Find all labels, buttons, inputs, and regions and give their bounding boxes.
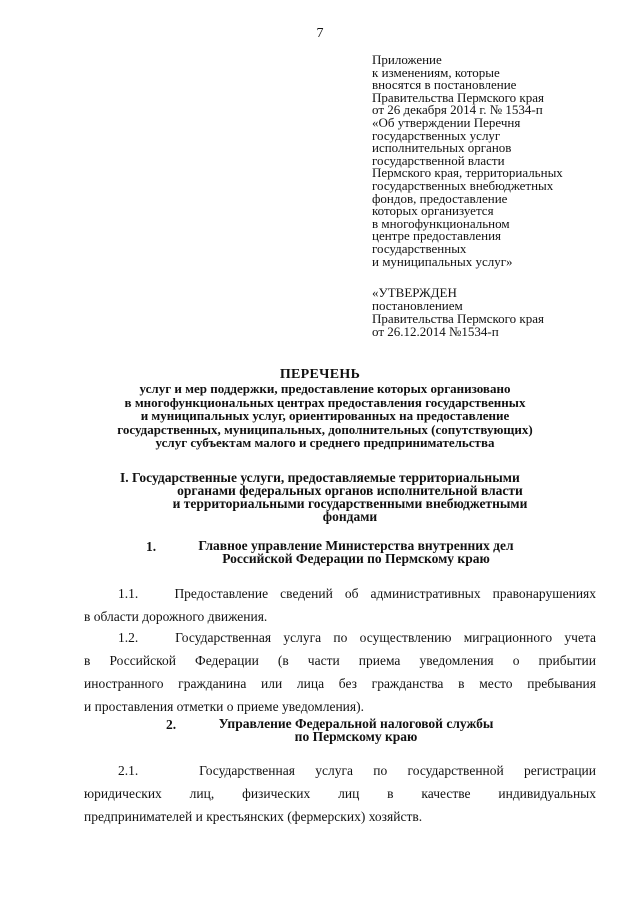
appendix-line: государственных внебюджетных xyxy=(372,177,554,193)
subtitle-line: в многофункциональных центрах предоставления государственных xyxy=(124,394,526,410)
item-text: Предоставление сведений об административных правонарушениях xyxy=(174,586,597,601)
item-text: и проставления отметки о приеме уведомления). xyxy=(84,699,364,714)
appendix-line: Правительства Пермского края xyxy=(372,89,544,105)
appendix-line: Пермского края, территориальных xyxy=(372,165,563,181)
appendix-header xyxy=(372,54,632,268)
appendix-line: к изменениям, которые xyxy=(372,64,500,80)
item-text: в Российской Федерации (в части приема уведомления о прибытии xyxy=(84,653,596,668)
appendix-line: вносятся в постановление xyxy=(372,77,517,93)
agency-heading-line: по Пермскому краю xyxy=(294,729,418,744)
item-text: Государственная услуга по государственной регистрации xyxy=(199,763,596,778)
agency-number-1: 1. xyxy=(146,539,157,554)
appendix-line: фондов, предоставление xyxy=(372,190,508,206)
approval-line: от 26.12.2014 №1534-п xyxy=(372,324,499,339)
approval-line: постановлением xyxy=(372,298,463,313)
appendix-line: государственных услуг xyxy=(372,127,501,143)
appendix-line: государственных xyxy=(372,240,467,256)
appendix-line: от 26 декабря 2014 г. № 1534-п xyxy=(372,102,543,118)
item-number: 2.1. xyxy=(118,763,139,778)
agency-heading-2 xyxy=(206,717,506,743)
agency-heading-line: Управление Федеральной налоговой службы xyxy=(218,716,494,731)
section-heading-line: фондами xyxy=(322,509,378,524)
item-text: предпринимателей и крестьянских (фермерских) хозяйств. xyxy=(84,809,423,824)
section-heading-line: и территориальными государственными внебюджетными xyxy=(172,496,528,511)
subtitle-line: услуг и мер поддержки, предоставление которых организовано xyxy=(139,381,511,396)
appendix-line: исполнительных органов xyxy=(372,140,512,156)
document-title: ПЕРЕЧЕНЬ xyxy=(279,367,361,382)
document-subtitle xyxy=(60,382,590,450)
item-text: в области дорожного движения. xyxy=(84,609,268,624)
subtitle-line: услуг субъектам малого и среднего предпринимательства xyxy=(155,435,495,450)
appendix-line: которых организуется xyxy=(372,203,494,219)
page-number: 7 xyxy=(316,26,324,41)
item-number: 1.2. xyxy=(118,630,139,645)
item-text: иностранного гражданина или лица без гражданства в место пребывания xyxy=(84,676,596,691)
agency-heading-1 xyxy=(186,539,526,565)
agency-heading-line: Российской Федерации по Пермскому краю xyxy=(222,551,490,566)
appendix-line: государственной власти xyxy=(372,152,505,168)
item-text: юридических лиц, физических лиц в качестве индивидуальных xyxy=(84,786,596,801)
item-1-1 xyxy=(84,582,596,628)
item-number: 1.1. xyxy=(118,586,139,601)
subtitle-line: государственных, муниципальных, дополнительных (сопутствующих) xyxy=(117,421,533,437)
section-heading-line: органами федеральных органов исполнительной власти xyxy=(177,483,523,498)
item-text: Государственная услуга по осуществлению миграционного учета xyxy=(175,630,596,645)
item-1-2 xyxy=(84,626,596,718)
approval-line: Правительства Пермского края xyxy=(372,311,544,326)
appendix-line: Приложение xyxy=(372,52,442,67)
section-heading-line: I. Государственные услуги, предоставляемые территориальными xyxy=(120,470,520,485)
agency-number-2: 2. xyxy=(166,717,177,732)
section-heading-1 xyxy=(100,471,600,523)
subtitle-line: и муниципальных услуг, ориентированных на предоставление xyxy=(140,408,510,423)
approval-line: «УТВЕРЖДЕН xyxy=(372,285,457,300)
item-2-1 xyxy=(84,759,596,828)
agency-heading-line: Главное управление Министерства внутренних дел xyxy=(198,538,514,553)
appendix-line: в многофункциональном xyxy=(372,215,510,231)
appendix-line: центре предоставления xyxy=(372,228,502,244)
approval-stamp xyxy=(372,286,632,338)
appendix-line: «Об утверждении Перечня xyxy=(372,114,521,130)
appendix-line: и муниципальных услуг» xyxy=(372,253,513,269)
